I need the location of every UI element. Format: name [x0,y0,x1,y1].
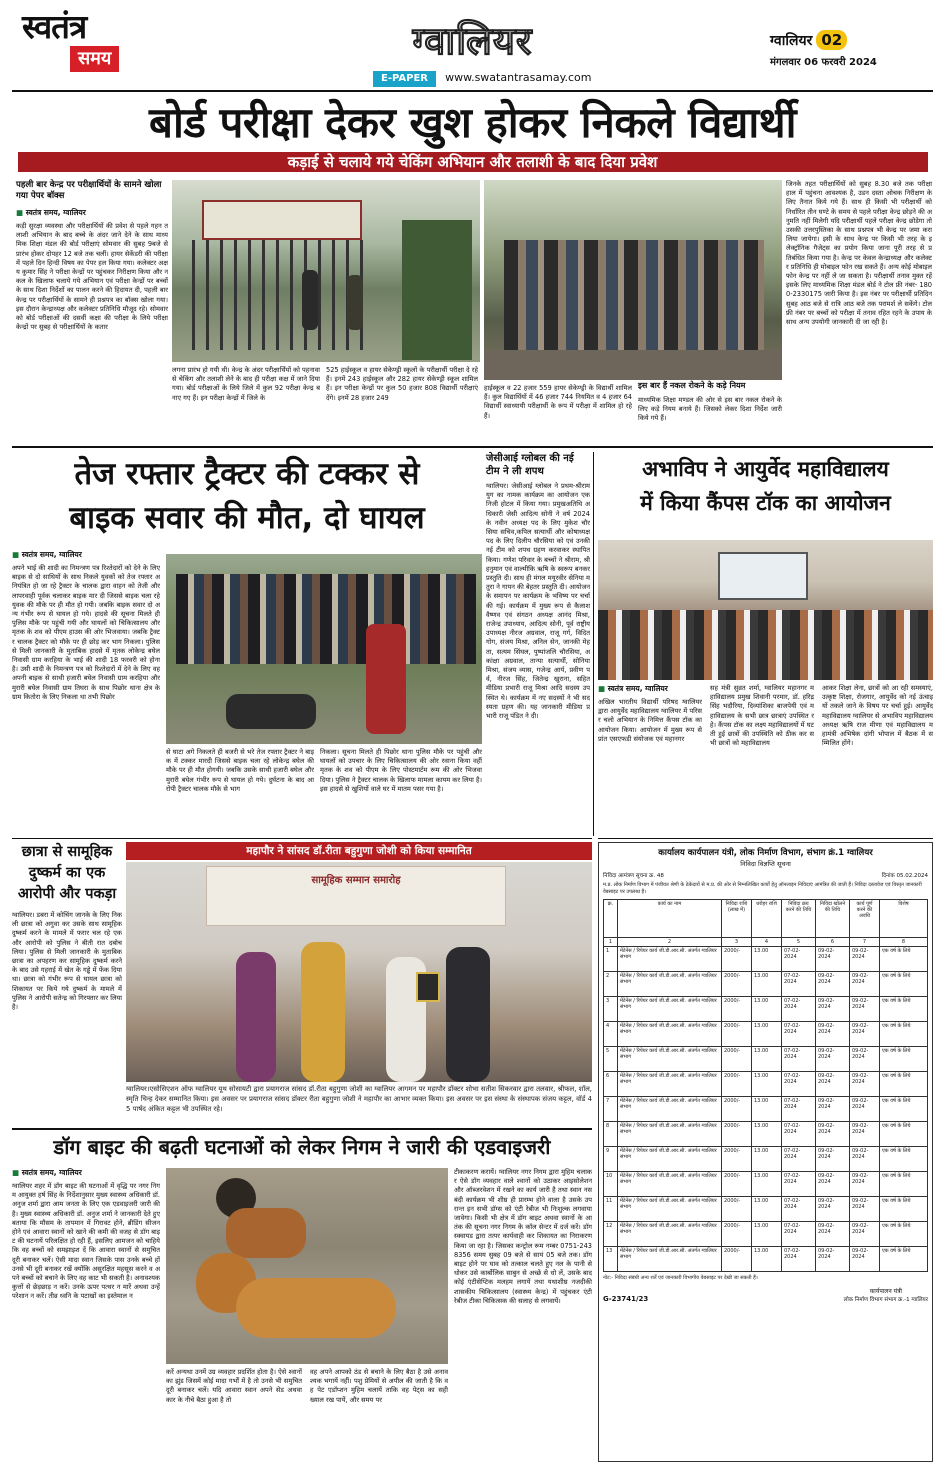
th-issue: निविदा क्रय करने की तिथि [782,900,816,938]
tender-cell-open: 09-02-2024 [816,947,850,972]
tender-row [604,1097,928,1122]
story7-text-col1: ग्वालियर शहर में डॉग बाइट की घटनाओं में वृद्धि पर नगर निगम आयुक्त हर्ष सिंह के निर्देशानुसार मुख्य स्वास्थ्य अधिकारी डॉ. अनुज शर्मा द्वारा आम जनता के लिए एक एडवाइजरी जारी की है। मुख्य स्वास्थ्य अधिकारी डॉ. अनुज शर्मा ने जानकारी देते हुए बताया कि मौसम के तापमान में गिरावट होने, ब्रीडिंग सीजन होने एवं आवारा स्वानों को खाने की कमी की वजह से डॉग बाइट की घटनायें परिलक्षित हो रही हैं, इसलिए आमजन को चाहिये कि वह बच्चों को समझाइश दें कि आवारा स्वानों से समुचित दूरी बनाकर चलें। ऐसी मादा स्वान जिसके पास उनके बच्चे हों उनसे भी दूरी बनाकर रखें क्योंकि असुरक्षित महसूस करने व अपने बच्चों को बचाने के लिए वह काट भी सकती है। अनावश्यक कुत्तों से छेड़छाड़ न करें। उनके ऊपर पत्थर न मारें अथवा उन्हें परेशान न करें। तीव्र ध्वनि के पटाखों का इस्तेमाल न [12,1182,160,1301]
tender-cell-deposit: 13.00 [752,1122,782,1147]
tender-cell-amount: 2000/- [722,1072,752,1097]
tender-subtitle: निविदा विज्ञप्ति सूचना [740,860,791,868]
tender-row [604,1122,928,1147]
story2-text-col3: निकला। सूचना मिलते ही पिछोर थाना पुलिस मौके पर पहुंची और घायलों को उपचार के लिए चिकित्सालय की ओर रवाना किया वहीं मृतक के शव को पीएम के लिए पोस्टमार्टम रूम की ओर भिजवा दिया। पुलिस ने ट्रैक्टर चालक के खिलाफ मामला कायम कर लिया है। इस हादसे से खुशियों वाले घर में मातम पसर गया है। [320,748,482,793]
tender-cell-no: 13 [604,1247,618,1272]
tender-cell-issue: 07-02-2024 [782,972,816,997]
tender-cell-period: 09-02-2024 [850,1247,880,1272]
tender-cell-no: 8 [604,1122,618,1147]
colnum: 4 [752,938,782,947]
story-crime [12,842,122,1126]
tender-table [603,899,928,1272]
story6-headline: महापौर ने सांसद डॉ.रीता बहुगुणा जोशी को किया सम्मानित [126,842,592,860]
tender-cell-note: एक वर्ष के लिये [880,947,928,972]
tender-cell-note: एक वर्ष के लिये [880,1022,928,1047]
tender-cell-open: 09-02-2024 [816,1047,850,1072]
tender-cell-note: एक वर्ष के लिये [880,1247,928,1272]
story3-headline: जेसीआई ग्लोबल की नई टीम ने ली शपथ [486,453,574,477]
tender-cell-open: 09-02-2024 [816,1097,850,1122]
tender-footnote: नोट:- निविदा संबंधी अन्य शर्तें एवं जानकारी विभागीय वेबसाइट पर देखी जा सकती हैं। [603,1275,758,1281]
story2-text-col1: अपने भाई की शादी का निमन्त्रण पत्र रिश्तेदारों को देने के लिए बाइक से दो साथियों के साथ निकले युवकों को तेज रफ्तार अनियंत्रित हो जा रहे ट्रैक्टर के चालक द्वारा वाहन को तेजी और लापरवाही पूर्वक चलाकर बाइक मार दी जिससे बाइक चला रहे युवक की मौके पर ही मौत हो गयी। जबकि बाइक सवार दो अन्य गंभीर रूप से घायल हो गये। हादसे की सूचना मिलते ही पुलिस मौके पर पहुंची गयी और घायलों को चिकित्सालय और मृतक के शव को पीएम हाउस की ओर भिजवाया। जबकि ट्रैक्टर चालक ट्रैक्टर को मौके पर ही छोड़ कर भाग निकला। पुलिस से मिली जानकारी के मुताबिक हादसे में मृतक लोकेन्द्र बघेल निवासी ग्राम करहिया के भाई की शादी 18 फरवरी को होना है। उसी शादी के निमन्त्रण पत्र को रिश्तेदारों में देने के लिए वह अपनी बाइक से साथी हजारी बघेल निवासी ग्राम करहिया और मुरारी बघेल निवासी ग्राम तिघरा के साथ पिछोर थाना क्षेत्र के ग्राम कितोरा के लिए निकला था तभी पिछोर [12,564,160,701]
story-tractor-accident [12,452,482,836]
tender-cell-note: एक वर्ष के लिये [880,997,928,1022]
tender-cell-amount: 2000/- [722,997,752,1022]
city-name: ग्वालियर [412,19,533,63]
tender-cell-open: 09-02-2024 [816,1022,850,1047]
tender-cell-work: मेंटेनेंस / रिपेयर कार्य जी.डी.आर.सी. अंतर्गत ग्वालियर संभाग [618,947,722,972]
tender-cell-period: 09-02-2024 [850,1172,880,1197]
tender-cell-period: 09-02-2024 [850,1022,880,1047]
story1-text-col2: लगना प्रारंभ हो गयी थी। केन्द्र के अंदर परीक्षार्थियों को पहनावा से चेकिंग और तलाशी लेने के बाद ही परीक्षा कक्ष में जाने दिया गया। बोर्ड परीक्षाओं के लिये जिले में कुल 92 परीक्षा केन्द्र बनाए गए हैं। इन परीक्षा केन्द्रों में जिले के [172,366,320,402]
tender-cell-deposit: 13.00 [752,1247,782,1272]
rule-3 [12,1128,592,1130]
tender-cell-amount: 2000/- [722,972,752,997]
tender-cell-note: एक वर्ष के लिये [880,1072,928,1097]
story4-byline: ■ स्वतंत्र समय, ग्वालियर [598,684,668,694]
tender-cell-amount: 2000/- [722,1047,752,1072]
colnum: 8 [880,938,928,947]
tender-intro: म.प्र. लोक निर्माण विभाग में पंजीयत श्रेणी के ठेकेदारों से म.प्र. की ओर से निम्नलिखित कार्यों हेतु ऑनलाइन निविदाएं आमंत्रित की जाती हैं। निविदा दस्तावेज एवं विस्तृत जानकारी वेबसाइट पर उपलब्ध है। [603,882,922,895]
story7-byline: ■ स्वतंत्र समय, ग्वालियर [12,1168,82,1178]
story4-text-col3: आकर शिक्षा लेना, छात्रों को आ रही समस्याएं, उत्कृष्ट शिक्षा, रोजगार, आयुर्वेद को नई ऊंचाइयों तकले जाने के विषय पर चर्चा हुई। आयुर्वेद महाविद्यालय ग्वालियर से अभाविप महाविद्यालय अध्यक्ष ऋषि राज मीणा एवं महाविद्यालय महामंत्री अभिषेक दांगी भोपाल में बैठक में सम्मिलित होंगे। [822,684,933,748]
story1-text-col5: माध्यमिक शिक्षा मण्डल की ओर से इस बार नकल रोकने के लिए कड़े नियम बनाये हैं। जिसको लेकर दिशा निर्देश जारी किये गये हैं। [638,396,782,423]
tender-cell-period: 09-02-2024 [850,1097,880,1122]
story4-text-col1: अखिल भारतीय विद्यार्थी परिषद ग्वालियर द्वारा आयुर्वेद महाविद्यालय ग्वालियर में परिसर चलो अभियान के निमित्त कैंपस टॉक का आयोजन किया। आयोजन में मुख्य रूप से प्रांत एसएफडी संयोजक एवं महानगर [598,698,702,743]
tender-row [604,1172,928,1197]
tender-cell-open: 09-02-2024 [816,1222,850,1247]
tender-cell-work: मेंटेनेंस / रिपेयर कार्य जी.डी.आर.सी. अंतर्गत ग्वालियर संभाग [618,972,722,997]
tender-signature: कार्यपालन यंत्री [869,1288,902,1295]
tender-cell-note: एक वर्ष के लिये [880,972,928,997]
th-work: कार्य का नाम [618,900,722,938]
story5-text: ग्वालियर। डबरा में कोचिंग जानके के लिए निकली छात्रा को अगुवा कर उसके साथ सामूहिक दुष्कर्म करने के मामले में फरार चल रहे एक और आरोपी को पुलिस ने बीती रात दबोच लिया। पुलिस से मिली जानकारी के मुताबिक छात्रा का अपहरण कर सामूहिक दुष्कर्म करने के बाद उसे गहराई में खेत के गड्ढे में फेंक दिया था। छात्रा को गंभीर रूप से घायल छात्रा को शिकायत पर किये गये दुष्कर्म के मामले में पुलिस ने आरोपी सतेन्द्र को गिरफ्तार कर लिया है। [12,911,122,1012]
tender-cell-open: 09-02-2024 [816,972,850,997]
tender-cell-no: 10 [604,1172,618,1197]
tender-cell-amount: 2000/- [722,1172,752,1197]
tender-cell-no: 2 [604,972,618,997]
tender-cell-open: 09-02-2024 [816,1247,850,1272]
tender-cell-no: 11 [604,1197,618,1222]
tender-row [604,1022,928,1047]
tender-header-row [604,900,928,938]
tender-cell-work: मेंटेनेंस / रिपेयर कार्य जी.डी.आर.सी. अंतर्गत ग्वालियर संभाग [618,1022,722,1047]
students-checking-photo [484,180,782,380]
masthead [0,0,945,88]
tender-cell-work: मेंटेनेंस / रिपेयर कार्य जी.डी.आर.सी. अंतर्गत ग्वालियर संभाग [618,1097,722,1122]
story2-text-col2: से घाटा अगे निकलते ही बजरी से भरे तेज रफ्तार ट्रैक्टर ने बाइक में टक्कर मारदी जिससे बाइक चला रहे लोकेन्द्र बघेल की मौके पर ही मौत होगयी। जबकि उसके साथी हजारी बघेल और मुरारी बघेल गंभीर रूप से घायल हो गये। दुर्घटना के बाद आरोपी ट्रैक्टर चालक मौके से भाग [166,748,314,793]
tender-cell-issue: 07-02-2024 [782,1147,816,1172]
story-board-exam [12,94,933,442]
tender-cell-work: मेंटेनेंस / रिपेयर कार्य जी.डी.आर.सी. अंतर्गत ग्वालियर संभाग [618,1197,722,1222]
felicitation-photo [126,862,592,1082]
story7-text-col2: करें अन्यथा उनमें उग्र व्यवहार प्रदर्शित होता है। ऐसे श्वानों का झुंड जिसमें कोई मादा गर्भों में है तो उनसे भी समुचित दूरी बनाकर चलें। यदि आवारा स्वान अपने सेड अथवा कार के नीचे बैठा हुआ है तो [166,1368,302,1404]
tender-cell-deposit: 13.00 [752,1072,782,1097]
th-deposit: धरोहर राशि [752,900,782,938]
story1-text-col1: कड़ी सुरक्षा व्यवस्था और परीक्षार्थियों की प्रवेश से पहले गहन तलाशी अभियान के बाद बच्चे के अंदर जाने देने के साथ माध्यमिक शिक्षा मंडल की बोर्ड परीक्षाएं सोमवार की सुबह 9बजे से प्रारंभ होकर दोपहर 12 बजे तक चलीं। हायर सेकेंडरी की परीक्षा में पहले दिन हिन्दी विषय का पेपर हल किया गया। कलेक्टर अक्षय कुमार सिंह ने परीक्षा केन्द्रों पर पहुंचकर निरीक्षण किया और नकल के खिलाफ चलाये गये अभियान एवं परीक्षा केन्द्रों पर बच्चों के साथ दिशा निर्देशों का पालन करने की हिदायत दी, पहली बार केन्द्र पर परीक्षार्थियों के सामने ही प्रश्नपत्र का बॉक्स खोला गया। इस दौरान केन्द्राध्यक्ष और कलेक्टर प्रतिनिधि मौजूद रहे। सोमवार को बोर्ड परीक्षाओं की दसवीं कक्षा की परीक्षा के लिये परीक्षा केन्द्रों पर सुबह से परीक्षार्थियों के कतार [16,222,168,332]
tender-signature-office: लोक निर्माण विभाग संभाग क्र.-1 ग्वालियर [843,1297,928,1303]
tender-row [604,1222,928,1247]
issue-date: मंगलवार 06 फरवरी 2024 [770,57,877,68]
story7-headline: डॉग बाइट की बढ़ती घटनाओं को लेकर निगम ने जारी की एडवाइजरी [53,1135,551,1159]
tender-cell-no: 3 [604,997,618,1022]
tender-cell-no: 1 [604,947,618,972]
stray-dogs-photo [166,1168,448,1364]
colnum: 7 [850,938,880,947]
tender-cell-deposit: 13.00 [752,1197,782,1222]
story1-text-col4: हाईस्कूल व 22 हजार 559 हायर सेकेण्ड्री के विद्यार्थी शामिल हैं। कुल विद्यार्थियों में 46 हजार 744 नियमित व 4 हजार 64 विद्यार्थी स्वाध्यायी परीक्षार्थी के रूप में परीक्षा में शामिल हो रहे हैं। [484,384,632,420]
tender-code: G-23741/23 [603,1295,649,1303]
tender-cell-open: 09-02-2024 [816,1122,850,1147]
tender-cell-deposit: 13.00 [752,1097,782,1122]
story2-headline-l1: तेज रफ्तार ट्रैक्टर की टक्कर से [74,456,420,492]
logo-top: स्वतंत्र [22,7,87,46]
tender-cell-issue: 07-02-2024 [782,1222,816,1247]
tender-cell-no: 12 [604,1222,618,1247]
tender-cell-work: मेंटेनेंस / रिपेयर कार्य जी.डी.आर.सी. अंतर्गत ग्वालियर संभाग [618,1247,722,1272]
tender-cell-period: 09-02-2024 [850,1147,880,1172]
accident-scene-photo [166,554,482,744]
story1-byline: ■ स्वतंत्र समय, ग्वालियर [16,208,168,218]
story-abvp [598,452,933,836]
tender-row [604,1047,928,1072]
tender-cell-issue: 07-02-2024 [782,1047,816,1072]
story3-text: ग्वालियर। जेसीआई ग्लोबल ने प्रथम-श्रीराम युग का नामक कार्यक्रम का आयोजन एक निजी होटल में किया गया। प्रमुखअतिथि अधिकारी जेसी आदित्य सोनी ने वर्ष 2024 के नवीन अध्यक्ष पद के लिए मुकेश चौरसिया सचिव,कपिल सत्यार्थी और कोषाध्यक्ष पद के लिए दिलीप चौरसिया को एवं उनकी नई टीम को शपथ ग्रहण करवाकर स्थापित किया। गणेश परिवार के बच्चों ने श्रीराम, श्री हनुमान एवं वाल्मीकि ऋषि के स्वरूप बनकर प्रस्तुति दी। साथ ही मंगल मयूरवीर सेनिया मतुरा ने गायन की बेहतर प्रस्तुति दी। आयोजन के समापन पर कार्यक्रम के भविष्य पर चर्चा की गई। कार्यक्रम में मुख्य रूप से कैलाश वैष्णव एवं संगठन अध्यक्ष आनंद मिश्रा, राजेन्द्र उपाध्याय, आदित्य सोनी, पूर्व राष्ट्रीय उपाध्यक्ष नीरज अग्रवाल, राजू गर्ग, विदित गोग, संजय मिश्रा, अनिल सेन, जानकी मेहता, सत्यम सिंघल, पुष्पांजलि चौरसिया, अकांक्षा अग्रवाल, तान्या सत्यार्थी, सोनिया मिश्रा, संजय व्यास, गजेन्द्र आर्य, प्रवीण पर्व, नीरज सिंह, जितेन्द्र खुराना, सहित मीडिया प्रभारी राजू मिश्रा आदि सदस्य उपस्थित थे। कार्यक्रम में नए सदस्यों ने भी सदस्यता ग्रहण की। यह जानकारी मीडिया प्रभारी राजू पंडित ने दी। [486,482,590,721]
story5-headline: छात्रा से सामूहिक दुष्कर्म का एक आरोपी और पकड़ा [17,844,117,902]
tender-cell-amount: 2000/- [722,1122,752,1147]
colnum: 2 [618,938,722,947]
story1-text-col6: जिनके तहत परीक्षार्थियों को सुबह 8.30 बजे तक परीक्षा हाल में पहुंचना आवश्यक है, उडन दस्ता ओचक निरीक्षण के लिए तैनात किये गये हैं। साथ ही किसी भी परीक्षार्थी को निर्धारित तीन घण्टे के समय से पहले परीक्षा केन्द्र छोड़ने की अनुमति नहीं मिलेगी यदि परीक्षार्थी पहले परीक्षा केन्द्र छोडेगा तो उसकी उत्तरपुस्तिका के साथ प्रश्नपत्र भी केन्द्र पर जमा करा लिया जायेगा। इसी के साथ केन्द्र पर किसी भी तरह के इलेक्ट्रॉनिक गैजेट्स का प्रयोग किया जाना पूरी तरह से प्रतिबंधित किया गया है। केन्द्र पर केवल केन्द्राध्यक्ष और कलेक्टर प्रतिनिधि ही मोबाइल फोन रख सकते हैं। अन्य कोई मोबाइल फोन केन्द्र पर नहीं ले जा सकता है। परीक्षार्थी तनाव मुक्त रहें इसके लिए माध्यमिक शिक्षा मंडल बोर्ड ने टोल फ्री नंबर- 1800-2330175 जारी किया है। इस नंबर पर परीक्षार्थी प्रतिदिन सुबह आठ बजे से रात्रि आठ बजे तक परामर्श ले सकेंगे। टोल फ्री नंबर पर बच्चों को परीक्षा में तनाव रहित रहने के उपाय के साथ अन्य उपयोगी जानकारी दी जा रही है। [786,180,932,327]
epaper-label: E-PAPER [373,71,436,87]
school-gate-photo [172,180,480,362]
story4-text-col2: सह मंत्री सुव्रत शर्मा, ग्वालियर महानगर महाविद्यालय प्रमुख शिवानी परमार, डॉ. हरिद्र सिंह भदौरिया, दिव्यांशिका बाजपेयी एवं महाविद्यालय के सभी छात्र छात्राएं उपस्थित रहे। कैंपस टॉक का लक्ष्य महाविद्यालयों में घटती हुई छात्रों की उपस्थिति को ठीक कर सभी छात्रों को महाविद्यालय [710,684,814,748]
tender-row [604,972,928,997]
tender-cell-no: 7 [604,1097,618,1122]
page-number: 02 [816,30,847,50]
tender-ref-date: दिनांक 05.02.2024 [881,873,928,879]
tender-cell-period: 09-02-2024 [850,1222,880,1247]
th-note: विशेष [880,900,928,938]
tender-cell-period: 09-02-2024 [850,997,880,1022]
tender-cell-issue: 07-02-2024 [782,947,816,972]
rule-2 [12,838,592,839]
tender-cell-open: 09-02-2024 [816,1072,850,1097]
tender-cell-work: मेंटेनेंस / रिपेयर कार्य जी.डी.आर.सी. अंतर्गत ग्वालियर संभाग [618,997,722,1022]
story1-col1 [16,180,168,440]
corner-city: ग्वालियर [770,32,813,49]
tender-cell-work: मेंटेनेंस / रिपेयर कार्य जी.डी.आर.सी. अंतर्गत ग्वालियर संभाग [618,1147,722,1172]
tender-cell-deposit: 13.00 [752,1022,782,1047]
logo-bottom: समय [70,46,119,72]
tender-row [604,997,928,1022]
tender-cell-issue: 07-02-2024 [782,1022,816,1047]
tender-cell-note: एक वर्ष के लिये [880,1047,928,1072]
tender-cell-amount: 2000/- [722,1197,752,1222]
story7-text-col4: टीकाकरण करायें। ग्वालियर नगर निगम द्वारा मुहिम चलाकर ऐसे डॉग व्यवहार वाले श्वानों को उठाकर आइसोलेशन और ऑब्जरवेशन में रखने का कार्य जारी है तथा स्वान नसबंदी कार्यक्रम भी शीघ्र ही प्रारम्भ होने वाला है उसके उपरान्त इन सभी डॉग्स को एंटी रेबीज भी निःशुल्क लगवाया जावेगा। किसी भी क्षेत्र में डॉग बाइट अथवा स्वानों के आतंक की सूचना नगर निगम के कॉल सेन्टर में दर्ज करें। डॉग स्क्वायड द्वारा तत्पर कार्यवाही कर शिकायत का निराकरण किया जा रहा है। जिसका कन्ट्रोल रूम नम्बर 0751-2438356 समय सुबह 09 बजे से सायं 05 बजे तक। डॉग बाइट होने पर घाव को तत्काल चलते हुए नल के पानी से धोकर उसे कार्बोलिक साबुन से अच्छे से धो लें, उसके बाद कोई एंटीसेप्टिक मलहम लगायें तथा यथाशीघ्र नजदीकी शासकीय चिकित्सालय (स्वास्थ्य केन्द्र) में पहुंचकर एंटी रेबीज टीका चिकित्सक की सलाह से लगवायें। [454,1168,592,1305]
tender-cell-issue: 07-02-2024 [782,1247,816,1272]
tender-cell-period: 09-02-2024 [850,1072,880,1097]
tender-row [604,1247,928,1272]
vrule-jci [593,452,594,836]
story7-text-col3: वह अपने आपको ठंड से बचाने के लिए बैठा है उसे अनावश्यक भगायें नहीं। पशु प्रेमियों से अपील की जाती है कि वह पेट एडॉप्शन मुहिम चलायें ताकि वह पेट्स का सही ख्याल रख पायें, और समय पर [310,1368,448,1404]
tender-cell-open: 09-02-2024 [816,997,850,1022]
tender-row [604,1197,928,1222]
tender-cell-open: 09-02-2024 [816,1172,850,1197]
tender-cell-work: मेंटेनेंस / रिपेयर कार्य जी.डी.आर.सी. अंतर्गत ग्वालियर संभाग [618,1122,722,1147]
story4-headline-l1: अभाविप ने आयुर्वेद महाविद्यालय [642,457,889,481]
tender-cell-no: 9 [604,1147,618,1172]
story1-callout: इस बार हैं नकल रोकने के कड़े नियम [638,381,746,390]
banner-text: सामूहिक सम्मान समारोह [311,875,401,886]
tender-cell-note: एक वर्ष के लिये [880,1222,928,1247]
th-no: क्र. [604,900,618,938]
tender-cell-open: 09-02-2024 [816,1147,850,1172]
story1-headline: बोर्ड परीक्षा देकर खुश होकर निकले विद्यार्थी [149,98,796,147]
th-period: कार्य पूर्ण करने की अवधि [850,900,880,938]
tender-cell-deposit: 13.00 [752,1172,782,1197]
tender-cell-open: 09-02-2024 [816,1197,850,1222]
tender-cell-note: एक वर्ष के लिये [880,1172,928,1197]
tender-ref: निविदा आमंत्रण सूचना क्र. 48 [603,873,664,879]
tender-row [604,1072,928,1097]
tender-cell-note: एक वर्ष के लिये [880,1097,928,1122]
tender-cell-deposit: 13.00 [752,972,782,997]
tender-cell-period: 09-02-2024 [850,972,880,997]
website-link[interactable]: www.swatantrasamay.com [445,71,592,84]
tender-cell-amount: 2000/- [722,1222,752,1247]
tender-cell-amount: 2000/- [722,1147,752,1172]
story1-side-head: पहली बार केन्द्र पर परीक्षार्थियों के सामने खोला गया पेपर बॉक्स [16,180,162,201]
epaper-bar [373,66,627,82]
rule-2b [598,838,933,839]
tender-cell-issue: 07-02-2024 [782,1172,816,1197]
tender-cell-deposit: 13.00 [752,997,782,1022]
tender-cell-work: मेंटेनेंस / रिपेयर कार्य जी.डी.आर.सी. अंतर्गत ग्वालियर संभाग [618,1072,722,1097]
tender-cell-amount: 2000/- [722,1022,752,1047]
tender-cell-period: 09-02-2024 [850,1122,880,1147]
story1-text-col3: 525 हाईस्कूल व हायर सेकेण्ड्री स्कूलों के परीक्षार्थी परीक्षा दे रहे हैं। इनमें 243 हाईस्कूल और 282 हायर सेकेण्ड्री स्कूल शामिल हैं। इन परीक्षा केन्द्रों पर कुल 50 हजार 808 विद्यार्थी परीक्षाएं देंगे। इनमें 28 हजार 249 [326,366,478,402]
tender-cell-work: मेंटेनेंस / रिपेयर कार्य जी.डी.आर.सी. अंतर्गत ग्वालियर संभाग [618,1222,722,1247]
tender-cell-work: मेंटेनेंस / रिपेयर कार्य जी.डी.आर.सी. अंतर्गत ग्वालियर संभाग [618,1047,722,1072]
tender-cell-issue: 07-02-2024 [782,1197,816,1222]
story6-caption: ग्वालियर।एसोसिएशन ऑफ ग्वालियर यूथ सोसायटी द्वारा प्रयागराज सांसद डॉ.रीता बहुगुणा जोशी का ग्वालियर आगमन पर महापौर डॉक्टर शोभा सतीश सिकरवार द्वारा तलवार, श्रीफल, शॉल, स्मृति चिन्ह देकर सम्मानित किया। इस अवसर पर प्रयागराज सांसद डॉक्टर रीता बहुगुणा जोशी ने महापौर का आभार व्यक्त किया। इस अवसर पर इस संस्था के संस्थापक संजय कट्टल, वॉर्ड 45 पार्षद अंकित कट्टल भी उपस्थित रहे। [126,1085,592,1113]
rule-1 [12,446,933,448]
tender-title: कार्यालय कार्यपालन यंत्री, लोक निर्माण विभाग, संभाग क्रं.1 ग्वालियर [658,848,873,858]
story-jci [486,452,590,836]
tender-cell-work: मेंटेनेंस / रिपेयर कार्य जी.डी.आर.सी. अंतर्गत ग्वालियर संभाग [618,1172,722,1197]
tender-cell-period: 09-02-2024 [850,1047,880,1072]
tender-row [604,1147,928,1172]
tender-colnum-row [604,938,928,947]
colnum: 3 [722,938,752,947]
story-dog-bite [12,1132,592,1462]
story4-headline-l2: में किया कैंपस टॉक का आयोजन [640,491,891,515]
tender-cell-note: एक वर्ष के लिये [880,1197,928,1222]
tender-cell-period: 09-02-2024 [850,947,880,972]
tender-cell-deposit: 13.00 [752,1222,782,1247]
tender-cell-amount: 2000/- [722,1097,752,1122]
tender-cell-issue: 07-02-2024 [782,997,816,1022]
tender-cell-deposit: 13.00 [752,1047,782,1072]
th-open: निविदा खोलने की तिथि [816,900,850,938]
story2-byline: ■ स्वतंत्र समय, ग्वालियर [12,550,82,560]
tender-cell-note: एक वर्ष के लिये [880,1122,928,1147]
story1-subhead: कड़ाई से चलाये गये चेकिंग अभियान और तलाशी के बाद दिया प्रवेश [18,152,928,172]
tender-cell-deposit: 13.00 [752,947,782,972]
tender-notice [598,842,933,1462]
tender-cell-issue: 07-02-2024 [782,1097,816,1122]
th-amount: निविदा राशि (लाख में) [722,900,752,938]
tender-cell-no: 4 [604,1022,618,1047]
page-corner [770,30,930,80]
tender-cell-note: एक वर्ष के लिये [880,1147,928,1172]
tender-cell-period: 09-02-2024 [850,1197,880,1222]
tender-cell-issue: 07-02-2024 [782,1122,816,1147]
masthead-rule [12,90,933,92]
tender-cell-issue: 07-02-2024 [782,1072,816,1097]
story-mayor [126,842,592,1126]
tender-cell-amount: 2000/- [722,1247,752,1272]
tender-cell-no: 6 [604,1072,618,1097]
colnum: 1 [604,938,618,947]
tender-row [604,947,928,972]
story2-headline-l2: बाइक सवार की मौत, दो घायल [69,500,425,536]
tender-cell-amount: 2000/- [722,947,752,972]
tender-cell-no: 5 [604,1047,618,1072]
colnum: 6 [816,938,850,947]
tender-cell-deposit: 13.00 [752,1147,782,1172]
colnum: 5 [782,938,816,947]
classroom-photo [598,540,933,680]
